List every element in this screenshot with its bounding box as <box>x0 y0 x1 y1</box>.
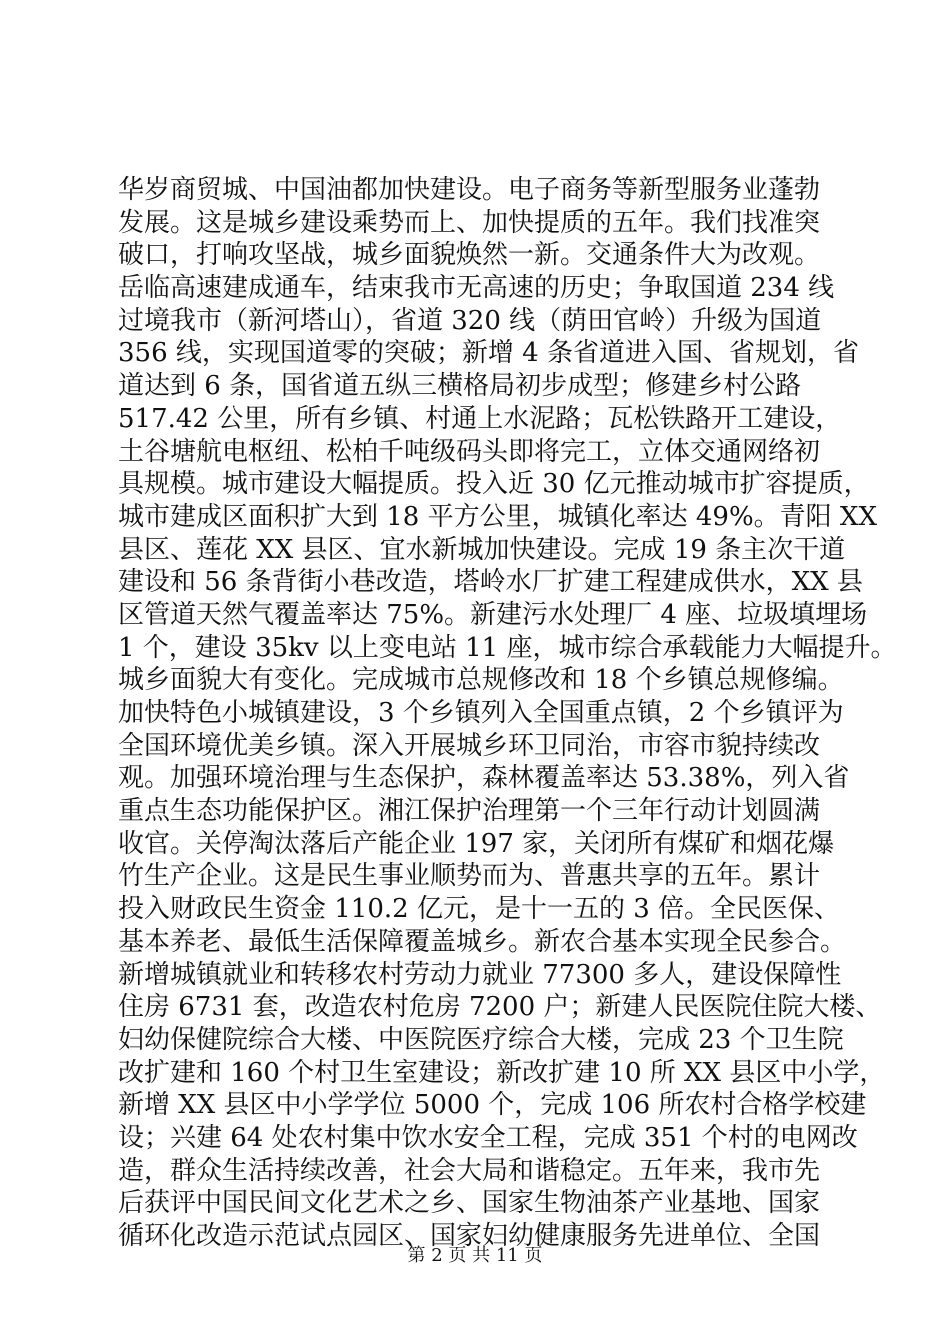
text-line: 517.42 公里，所有乡镇、村通上水泥路；瓦松铁路开工建设， <box>118 403 842 434</box>
text-line: 破口，打响攻坚战，城乡面貌焕然一新。交通条件大为改观。 <box>118 240 821 271</box>
text-line: 建设和 56 条背街小巷改造，塔岭水厂扩建工程建成供水，XX 县 <box>118 567 863 598</box>
text-line: 1 个，建设 35kv 以上变电站 11 座，城市综合承载能力大幅提升。 <box>118 632 897 663</box>
text-line: 过境我市（新河塔山），省道 320 线（荫田官岭）升级为国道 <box>118 305 822 336</box>
text-line: 循环化改造示范试点园区、国家妇幼健康服务先进单位、全国 <box>118 1221 821 1251</box>
text-line: 土谷塘航电枢纽、松柏千吨级码头即将完工，立体交通网络初 <box>118 436 821 467</box>
text-line: 住房 6731 套，改造农村危房 7200 户；新建人民医院住院大楼、 <box>118 992 882 1023</box>
text-line: 基本养老、最低生活保障覆盖城乡。新农合基本实现全民参合。 <box>118 926 847 957</box>
text-line: 重点生态功能保护区。湘江保护治理第一个三年行动计划圆满 <box>118 796 821 827</box>
body-text <box>118 174 897 1253</box>
text-line: 设；兴建 64 处农村集中饮水安全工程，完成 351 个村的电网改 <box>118 1122 858 1153</box>
text-line: 观。加强环境治理与生态保护，森林覆盖率达 53.38%，列入省 <box>118 763 850 794</box>
text-line: 具规模。城市建设大幅提质。投入近 30 亿元推动城市扩容提质， <box>118 469 870 500</box>
text-line: 新增城镇就业和转移农村劳动力就业 77300 多人，建设保障性 <box>118 959 842 990</box>
text-line: 竹生产企业。这是民生事业顺势而为、普惠共享的五年。累计 <box>118 861 821 892</box>
text-line: 后获评中国民间文化艺术之乡、国家生物油茶产业基地、国家 <box>118 1188 821 1219</box>
text-line: 新增 XX 县区中小学学位 5000 个，完成 106 所农村合格学校建 <box>118 1090 867 1121</box>
text-line: 区管道天然气覆盖率达 75%。新建污水处理厂 4 座、垃圾填埋场 <box>118 599 868 630</box>
text-line: 发展。这是城乡建设乘势而上、加快提质的五年。我们找准突 <box>118 207 821 238</box>
text-line: 岳临高速建成通车，结束我市无高速的历史；争取国道 234 线 <box>118 273 835 304</box>
text-line: 城乡面貌大有变化。完成城市总规修改和 18 个乡镇总规修编。 <box>118 665 844 696</box>
text-line: 县区、莲花 XX 县区、宜水新城加快建设。完成 19 条主次干道 <box>118 534 846 565</box>
text-line: 改扩建和 160 个村卫生室建设；新改扩建 10 所 XX 县区中小学， <box>118 1057 886 1088</box>
text-line: 造，群众生活持续改善，社会大局和谐稳定。五年来，我市先 <box>118 1155 821 1186</box>
text-line: 华岁商贸城、中国油都加快建设。电子商务等新型服务业蓬勃 <box>118 175 821 205</box>
text-line: 城市建成区面积扩大到 18 平方公里，城镇化率达 49%。青阳 XX <box>118 501 877 532</box>
text-line: 356 线，实现国道零的突破；新增 4 条省道进入国、省规划，省 <box>118 338 859 369</box>
text-line: 收官。关停淘汰落后产能企业 197 家，关闭所有煤矿和烟花爆 <box>118 828 835 859</box>
text-line: 全国环境优美乡镇。深入开展城乡环卫同治，市容市貌持续改 <box>118 730 821 761</box>
text-line: 加快特色小城镇建设，3 个乡镇列入全国重点镇，2 个乡镇评为 <box>118 698 844 728</box>
page-footer: 第 2 页 共 11 页 <box>407 1245 543 1266</box>
text-line: 投入财政民生资金 110.2 亿元，是十一五的 3 倍。全民医保、 <box>118 894 841 925</box>
text-line: 妇幼保健院综合大楼、中医院医疗综合大楼，完成 23 个卫生院 <box>118 1024 844 1055</box>
text-line: 道达到 6 条，国省道五纵三横格局初步成型；修建乡村公路 <box>118 371 802 402</box>
